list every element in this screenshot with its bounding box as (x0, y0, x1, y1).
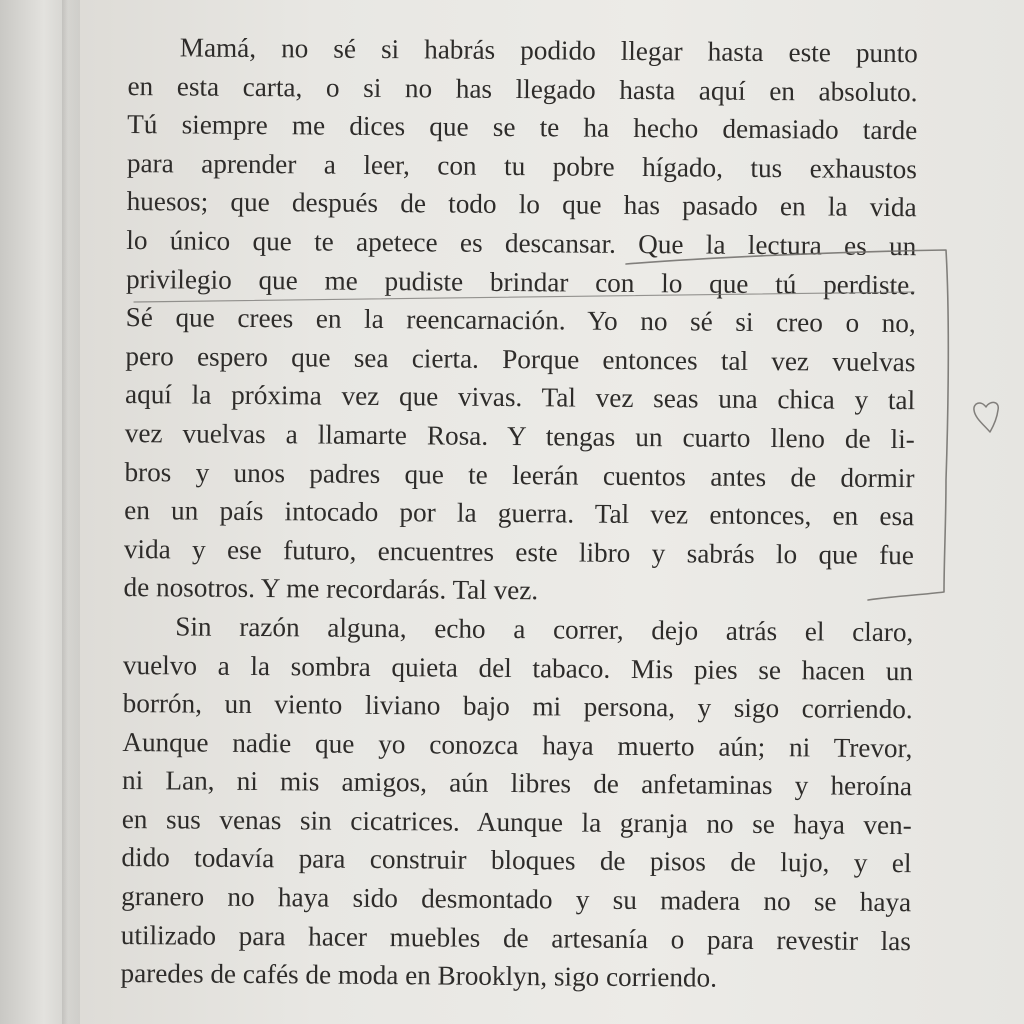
gutter-shadow (62, 0, 68, 1024)
text-line: en un país intocado por la guerra. Tal vez entonces, en esa (124, 495, 915, 532)
text-line: dido todavía para construir bloques de pisos de lujo, y el (121, 842, 912, 879)
text-line: aquí la próxima vez que vivas. Tal vez seas una chica y tal (125, 379, 916, 416)
text-line: huesos; que después de todo lo que has pasado en la vida (126, 186, 917, 223)
text-line: borrón, un viento liviano bajo mi persona, y sigo corriendo. (122, 688, 913, 725)
book-gutter (0, 0, 80, 1024)
text-line: paredes de cafés de moda en Brooklyn, sigo corriendo. (120, 958, 718, 993)
page-text (120, 28, 918, 999)
text-line: vez vuelvas a llamarte Rosa. Y tengas un cuarto lleno de li- (124, 417, 915, 455)
text-line: Sin razón alguna, echo a correr, dejo atrás el claro, (175, 611, 914, 648)
text-line: pero espero que sea cierta. Porque entonces tal vez vuelvas (125, 340, 916, 377)
text-line: granero no haya sido desmontado y su madera no se haya (121, 881, 912, 918)
text-line: ni Lan, ni mis amigos, aún libres de anfetaminas y heroína (121, 765, 913, 802)
text-line: utilizado para hacer muebles de artesanía o para revestir las (120, 919, 911, 956)
text-line: lo único que te apetece es descansar. Que la lectura es un (126, 224, 917, 262)
text-line: Tú siempre me dices que se te ha hecho demasiado tarde (127, 109, 918, 146)
text-line: vida y ese futuro, encuentres este libro y sabrás lo que fue (123, 533, 915, 570)
text-line: para aprender a leer, con tu pobre hígado, tus exhaustos (126, 147, 918, 184)
text-line: de nosotros. Y me recordarás. Tal vez. (123, 572, 539, 606)
text-line: privilegio que me pudiste brindar con lo que tú perdiste. (125, 263, 917, 300)
text-line: bros y unos padres que te leerán cuentos antes de dormir (124, 456, 915, 493)
text-line: Aunque nadie que yo conozca haya muerto aún; ni Trevor, (122, 726, 913, 763)
text-line: Sé que crees en la reencarnación. Yo no sé si creo o no, (125, 302, 916, 339)
text-line: vuelvo a la sombra quieta del tabaco. Mis pies se hacen un (122, 649, 914, 686)
text-line: en sus venas sin cicatrices. Aunque la granja no se haya ven- (121, 803, 912, 841)
text-line: Mamá, no sé si habrás podido llegar hasta este punto (179, 32, 918, 69)
text-line: en esta carta, o si no has llegado hasta aquí en absoluto. (127, 70, 918, 107)
